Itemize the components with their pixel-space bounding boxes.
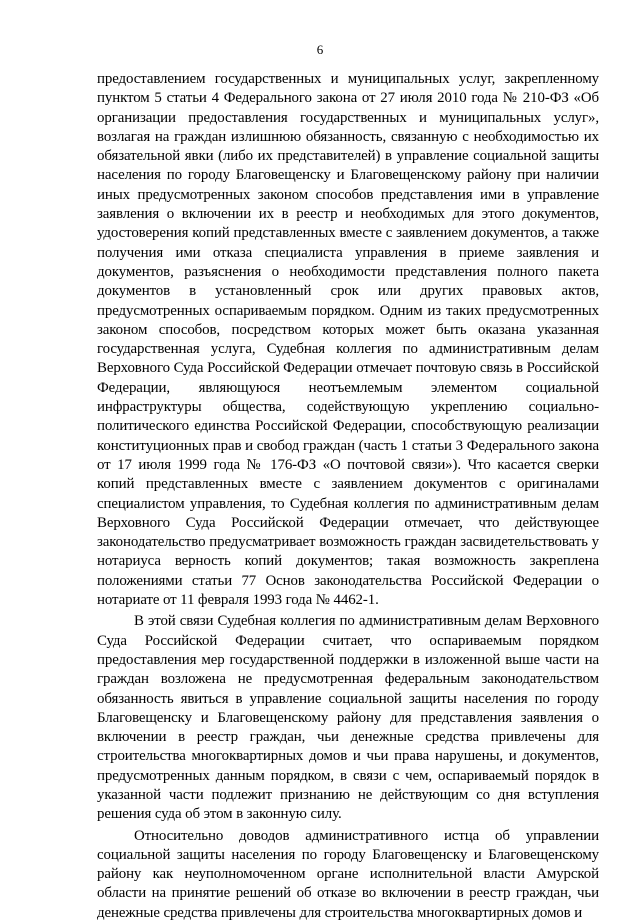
paragraph-1: предоставлением государственных и муниципальных услуг, закрепленному пунктом 5 статьи 4 Федерального закона от 27 июля 2010 года № 210-ФЗ «Об организации предоставления государственных и муниципальных услуг», возлагая на граждан излишнюю обязанность, связанную с необходимостью их обязательной явки (либо их представителей) в управление социальной защиты населения по городу Благовещенску и Благовещенскому району при наличии иных предусмотренных законом способов представления ими в управление заявления о включении их в реестр и необходимых для этого документов, удостоверения копий представленных вместе с заявлением документов, а также получения ими отказа специалиста управления в приеме заявления и документов, разъяснения о необходимости представления полного пакета документов в установленный срок или других правовых актов, предусмотренных оспариваемым порядком. Одним из таких предусмотренных законом способов, посредством которых может быть оказана указанная государственная услуга, Судебная коллегия по административным делам Верховного Суда Российской Федерации отмечает почтовую связь в Российской Федерации, являющуюся неотъемлемым элементом социальной инфраструктуры общества, содействующую укреплению социально-политического единства Российской Федерации, способствующую реализации конституционных прав и свобод граждан (часть 1 статьи 3 Федерального закона от 17 июля 1999 года № 176-ФЗ «О почтовой связи»). Что касается сверки копий представленных вместе с заявлением документов с оригиналами специалистом управления, то Судебная коллегия по административным делам Верховного Суда Российской Федерации отмечает, что действующее законодательство предусматривает возможность граждан засвидетельствовать у нотариуса верность копий документов; такая возможность закреплена положениями статьи 77 Основ законодательства Российской Федерации о нотариате от 11 февраля 1993 года № 4462-1.	[97, 71, 599, 609]
paragraph-3: Относительно доводов административного истца об управлении социальной защиты населения по городу Благовещенску и Благовещенскому району как неуполномоченном органе исполнительной власти Амурской области на принятие решений об отказе во включении в реестр граждан, чьи денежные средства привлечены для строительства многоквартирных домов и	[97, 827, 599, 921]
paragraph-2: В этой связи Судебная коллегия по административным делам Верховного Суда Российской Федерации считает, что оспариваемым порядком предоставления мер государственной поддержки в изложенной выше части на граждан возложена не предусмотренная федеральным законодательством обязанность явиться в управление социальной защиты населения по городу Благовещенску и Благовещенскому району для представления заявления о включении в реестр граждан, чьи денежные средства привлечены для строительства многоквартирных домов и чьи права нарушены, и документов, предусмотренных данным порядком, в связи с чем, оспариваемый порядок в указанной части подлежит признанию не действующим со дня вступления решения суда об этом в законную силу.	[97, 613, 599, 823]
page-number: 6	[316, 42, 324, 57]
document-body	[97, 70, 599, 923]
